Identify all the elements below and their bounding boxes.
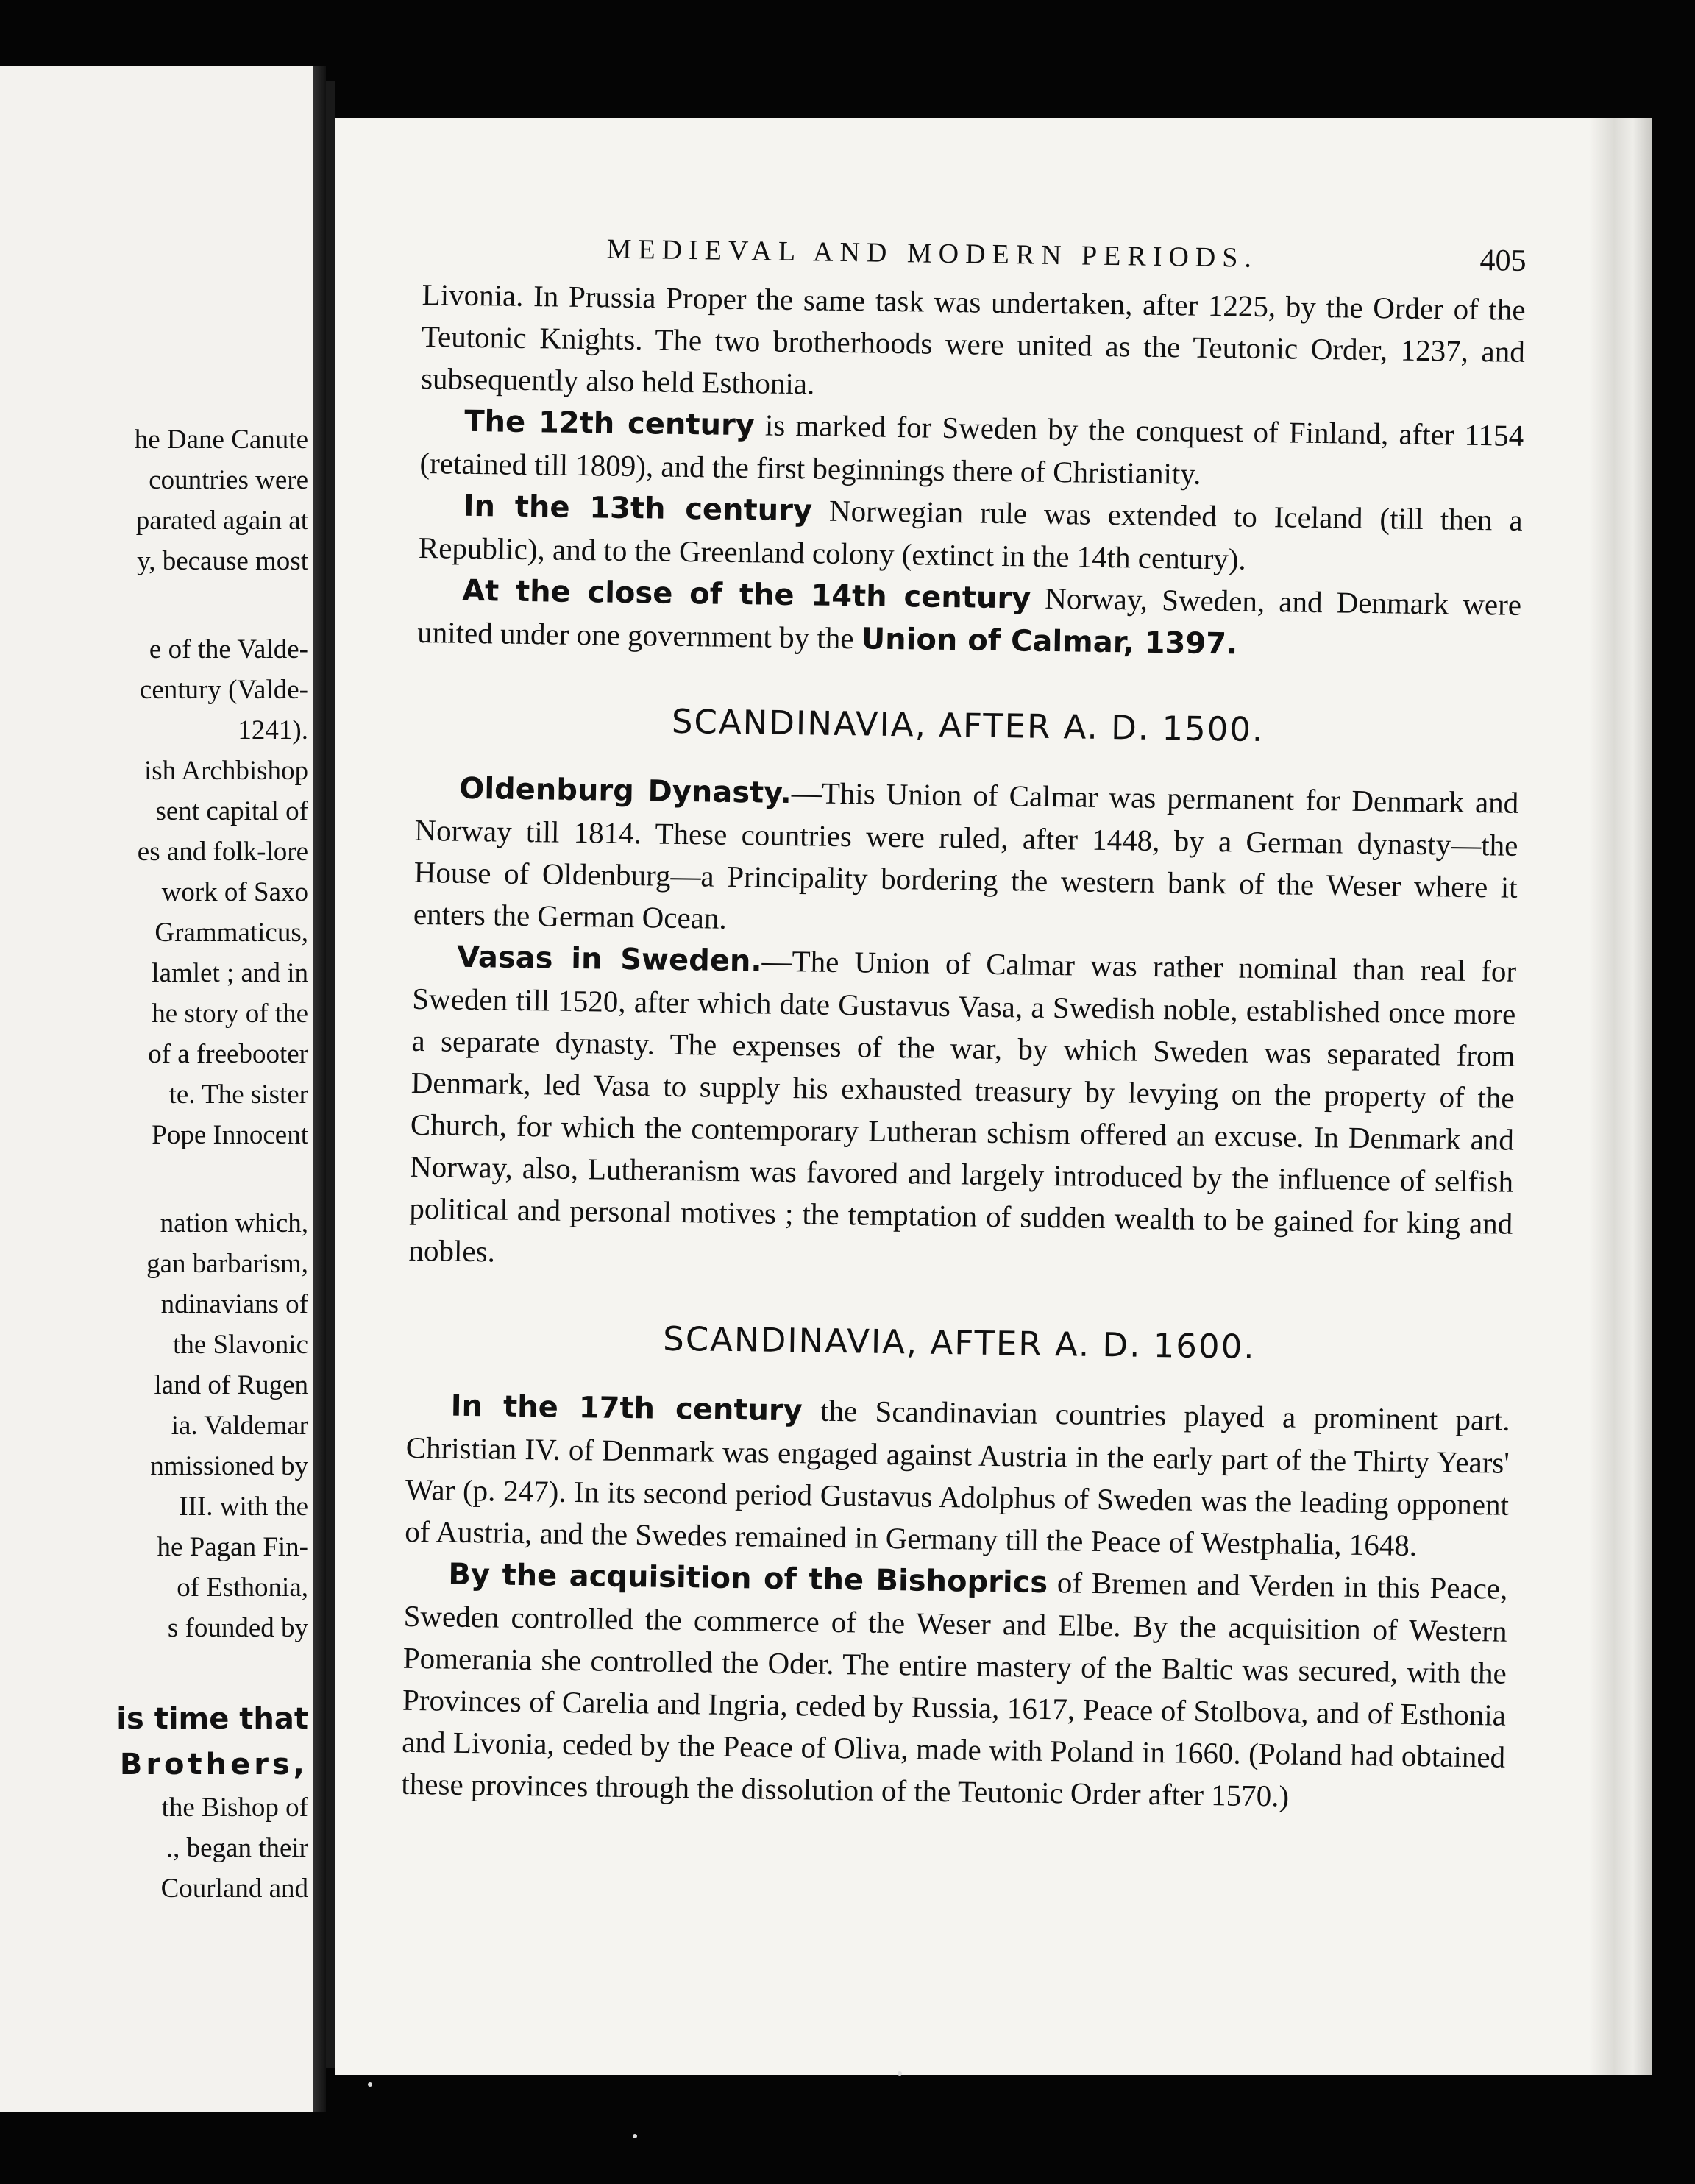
left-line: ish Archbishop bbox=[143, 756, 308, 786]
paragraph-bishoprics bbox=[401, 1553, 1508, 1820]
left-line: te. The sister bbox=[168, 1079, 308, 1110]
paragraph-vasas-in-sweden bbox=[408, 935, 1516, 1287]
paragraph-lead: Vasas in Sweden. bbox=[456, 940, 762, 979]
left-line-gap bbox=[0, 1648, 313, 1696]
left-line: of Esthonia, bbox=[177, 1573, 308, 1603]
page-number: 405 bbox=[1479, 244, 1527, 278]
union-of-calmar: Union of Calmar, 1397. bbox=[861, 622, 1238, 662]
left-line-gap bbox=[0, 581, 313, 629]
section-heading-1500: SCANDINAVIA, AFTER A. D. 1500. bbox=[671, 701, 1265, 750]
left-line: Courland and bbox=[160, 1873, 308, 1904]
left-line: es and folk-lore bbox=[137, 837, 308, 867]
paragraph-17th-century bbox=[405, 1384, 1510, 1568]
left-facing-page bbox=[0, 66, 313, 2112]
paragraph-body: of Bremen and Verden in this Peace, Sweden controlled the commerce of the Weser and Elbe. By the acquisition of Western Pomerania she controlled the Oder. The entire mastery of the Baltic was secured, with the Provinces of Carelia and Ingria, ceded by Russia, 1617, Peace of Stolbova, and of Esthonia and Livonia, ceded by the Peace of Oliva, made with Poland in 1660. (Poland had obtained these provinces through the dissolution of the Teutonic Order after 1570.) bbox=[401, 1565, 1508, 1813]
left-line-gap bbox=[0, 1155, 313, 1203]
left-line: y, because most bbox=[137, 546, 308, 576]
left-line: ., began their bbox=[166, 1833, 308, 1863]
left-line: nmissioned by bbox=[150, 1451, 308, 1481]
left-line: sent capital of bbox=[155, 796, 308, 826]
page-border bbox=[326, 81, 335, 2068]
left-line: countries were bbox=[149, 465, 308, 495]
left-line: he story of the bbox=[152, 999, 308, 1029]
paragraph-lead: In the 13th century bbox=[463, 489, 813, 528]
left-line: land of Rugen bbox=[154, 1370, 308, 1400]
left-line: of a freebooter bbox=[148, 1039, 308, 1069]
paragraph-lead: The 12th century bbox=[464, 404, 756, 443]
paragraph-12th-century bbox=[419, 400, 1524, 500]
paragraph-body: —The Union of Calmar was rather nominal than real for Sweden till 1520, after which date Gustavus Vasa, a Swedish noble, established once more a separate dynasty. The expenses of the war, by which Sweden was separated from Denmark, led Vasa to supply his exhausted treasury by levying on the property of the Church, for which the contemporary Lutheran schism offered an excuse. In Denmark and Norway, also, Lutheranism was favored and largely introduced by the influence of selfish political and personal motives ; the temptation of sudden wealth to be gained for king and nobles. bbox=[408, 943, 1517, 1269]
left-line: work of Saxo bbox=[161, 877, 308, 907]
paragraph-livonia: Livonia. In Prussia Proper the same task was undertaken, after 1225, by the Order of the Teutonic Knights. The two brotherhoods were united as the Teutonic Order, 1237, and subsequently also held Esthonia. bbox=[420, 277, 1526, 401]
left-line: Grammaticus, bbox=[154, 918, 308, 948]
running-head-title: MEDIEVAL AND MODERN PERIODS. bbox=[606, 233, 1259, 274]
left-line: is time that bbox=[116, 1702, 308, 1736]
paragraph-body: is marked for Sweden by the conquest of Finland, after 1154 (retained till 1809), and the first beginnings there of Christianity. bbox=[419, 408, 1524, 491]
paragraph-body: Norway, Sweden, and Denmark were united under one government by the bbox=[417, 581, 1522, 656]
paragraph-13th-century bbox=[419, 484, 1523, 584]
left-line: century (Valde- bbox=[139, 675, 308, 705]
paragraph-body: —This Union of Calmar was permanent for Denmark and Norway till 1814. These countries were ruled, after 1448, by a German dynasty—the House of Oldenburg—a Principality bordering the western bank of the Weser where it enters the German Ocean. bbox=[413, 776, 1519, 935]
paragraph-oldenburg-dynasty bbox=[413, 767, 1519, 951]
left-page-text bbox=[0, 419, 313, 1909]
left-line: Pope Innocent bbox=[152, 1120, 308, 1150]
paragraph-lead: By the acquisition of the Bishoprics bbox=[448, 1557, 1048, 1600]
scan-speck bbox=[633, 2134, 637, 2138]
page-edge-shadow bbox=[1589, 118, 1652, 2075]
paragraph-body: Norwegian rule was extended to Iceland (till then a Republic), and to the Greenland colony (extinct in the 14th century). bbox=[418, 493, 1523, 576]
left-line: III. with the bbox=[179, 1492, 308, 1522]
left-line: Brothers, bbox=[119, 1748, 308, 1781]
text-block bbox=[401, 228, 1527, 1820]
left-line: nation which, bbox=[160, 1208, 308, 1238]
book-binding bbox=[313, 66, 326, 2112]
left-line: s founded by bbox=[167, 1613, 308, 1643]
paragraph-lead: Oldenburg Dynasty. bbox=[459, 771, 792, 811]
left-line: 1241). bbox=[238, 715, 308, 745]
left-line: ndinavians of bbox=[160, 1289, 308, 1319]
left-line: ia. Valdemar bbox=[171, 1411, 308, 1441]
paragraph-lead: In the 17th century bbox=[450, 1389, 803, 1428]
scan-speck bbox=[898, 2071, 902, 2076]
section-heading-1600: SCANDINAVIA, AFTER A. D. 1600. bbox=[662, 1319, 1256, 1366]
paragraph-body: the Scandinavian countries played a prominent part. Christian IV. of Denmark was engaged against Austria in the early part of the Thirty Years' War (p. 247). In its second period Gustavus Adolphus of Sweden was the leading opponent of Austria, and the Swedes remained in Germany till the Peace of Westphalia, 1648. bbox=[404, 1393, 1510, 1563]
paragraph-14th-century bbox=[417, 569, 1521, 670]
left-line: the Slavonic bbox=[173, 1330, 308, 1360]
left-line: parated again at bbox=[135, 506, 308, 536]
scan-speck bbox=[368, 2082, 372, 2087]
left-line: the Bishop of bbox=[161, 1793, 308, 1823]
left-line: lamlet ; and in bbox=[152, 958, 308, 988]
left-line: he Pagan Fin- bbox=[157, 1532, 308, 1562]
paragraph-lead: At the close of the 14th century bbox=[461, 573, 1031, 616]
left-line: gan barbarism, bbox=[146, 1249, 308, 1279]
left-line: e of the Valde- bbox=[149, 634, 308, 664]
right-page bbox=[335, 118, 1652, 2075]
left-line: he Dane Canute bbox=[134, 425, 308, 455]
